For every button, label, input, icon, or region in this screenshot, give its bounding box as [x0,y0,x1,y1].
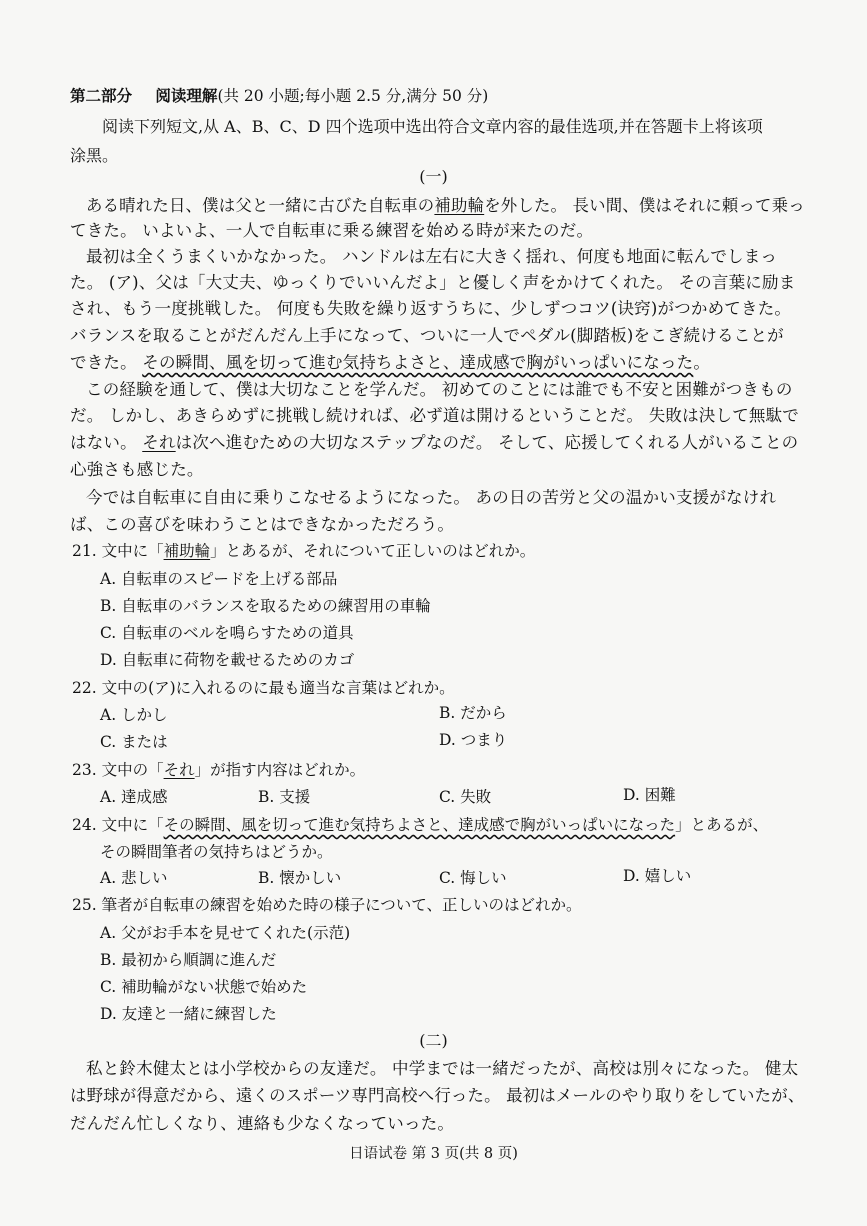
instructions-line-2: 涂黑。 [70,146,119,165]
option-24-b: B. 懐かしい [258,869,342,887]
option-23-d: D. 困難 [623,786,676,804]
text-run: 」とあるが、 [675,816,769,834]
text-run: はない。 [70,433,143,452]
text-run: を外した。 長い間、僕はそれに頼って乗っ [484,196,805,215]
passage-1-line: 最初は全くうまくいかなかった。 ハンドルは左右に大きく揺れ、何度も地面に転んでしまっ [86,247,778,266]
passage-1-line [70,429,798,453]
option-25-d: D. 友達と一緒に練習した [100,1005,277,1023]
passage-1-line: ば、この喜びを味わうことはできなかっただろう。 [70,515,455,534]
question-23 [72,758,365,780]
question-22: 22. 文中の(ア)に入れるのに最も適当な言葉はどれか。 [72,679,455,697]
question-24-line-2: その瞬間筆者の気持ちはどうか。 [100,843,333,861]
text-run: 23. 文中の「 [72,761,164,779]
text-run: は次へ進むための大切なステップなのだ。 そして、応援してくれる人がいることの [175,433,799,452]
option-21-c: C. 自転車のベルを鳴らすための道具 [100,624,354,642]
passage-2-line: だんだん忙しくなり、連絡も少なくなっていった。 [70,1114,455,1133]
option-22-c: C. または [100,733,168,751]
question-25: 25. 筆者が自転車の練習を始めた時の様子について、正しいのはどれか。 [72,896,582,914]
option-24-a: A. 悲しい [100,869,168,887]
underlined-term: それ [142,433,176,452]
option-25-a: A. 父がお手本を見せてくれた(示范) [100,924,351,942]
option-22-b: B. だから [439,704,507,722]
text-run: 21. 文中に「 [72,542,164,560]
passage-1-heading: (一) [419,167,448,186]
instructions-line-1: 阅读下列短文,从 A、B、C、D 四个选项中选出符合文章内容的最佳选项,并在答题卡上将该项 [102,117,763,136]
text-run: できた。 [70,353,143,372]
section-note: (共 20 小题;每小题 2.5 分,满分 50 分) [217,87,489,105]
option-23-b: B. 支援 [258,788,311,806]
section-title: 阅读理解 [155,86,218,105]
option-24-c: C. 悔しい [439,869,507,887]
option-24-d: D. 嬉しい [623,867,692,885]
page-footer: 日语试卷 第 3 页(共 8 页) [349,1146,518,1162]
passage-1-line: 今では自転車に自由に乗りこなせるようになった。 あの日の苦労と父の温かい支援がなけれ [86,488,777,507]
passage-1-line: バランスを取ることがだんだん上手になって、ついに一人でペダル(脚踏板)をこぎ続けることが [70,326,784,345]
option-23-a: A. 達成感 [100,788,168,806]
passage-1-line [70,349,710,373]
option-23-c: C. 失敗 [439,788,492,806]
underlined-term: 補助輪 [434,196,485,215]
option-21-b: B. 自転車のバランスを取るための練習用の車輪 [100,597,431,615]
question-21 [72,539,535,561]
option-21-d: D. 自転車に荷物を載せるためのカゴ [100,651,355,669]
text-run: 」とあるが、それについて正しいのはどれか。 [210,542,536,560]
text-run: 」が指す内容はどれか。 [194,761,366,779]
section-part: 第二部分 [70,86,133,105]
section-heading [70,84,488,106]
passage-2-heading: (二) [419,1031,448,1050]
passage-1-line: た。 (ア)、父は「大丈夫、ゆっくりでいいんだよ」と優しく声をかけてくれた。 その言葉に励ま [70,273,796,292]
passage-2-line: 私と鈴木健太とは小学校からの友達だ。 中学までは一緒だったが、高校は別々になった。 健太 [86,1059,799,1078]
passage-1-line: だ。 しかし、あきらめずに挑戦し続ければ、必ず道は開けるということだ。 失敗は決して無駄で [70,406,799,425]
text-run: 。 [693,353,711,372]
option-22-d: D. つまり [439,731,508,749]
passage-1-line: 心強さも感じた。 [70,460,204,479]
underlined-term: それ [163,761,195,779]
option-25-c: C. 補助輪がない状態で始めた [100,978,308,996]
option-22-a: A. しかし [100,706,168,724]
underlined-sentence: その瞬間、風を切って進む気持ちよさと、達成感で胸がいっぱいになった [142,353,694,372]
passage-1-line: され、もう一度挑戦した。 何度も失敗を繰り返すうちに、少しずつコツ(诀窍)がつかめてきた。 [70,299,792,318]
passage-1-line [86,192,805,216]
underlined-sentence: その瞬間、風を切って進む気持ちよさと、達成感で胸がいっぱいになった [163,816,676,834]
text-run: ある晴れた日、僕は父と一緒に古びた自転車の [86,196,435,215]
question-24 [72,813,768,835]
passage-1-line: この経験を通して、僕は大切なことを学んだ。 初めてのことには誰でも不安と困難がつきもの [86,380,793,399]
text-run: 24. 文中に「 [72,816,164,834]
underlined-term: 補助輪 [163,542,211,560]
passage-1-line: てきた。 いよいよ、一人で自転車に乗る練習を始める時が来たのだ。 [70,221,594,240]
passage-2-line: は野球が得意だから、遠くのスポーツ専門高校へ行った。 最初はメールのやり取りをしていたが、 [70,1086,805,1105]
option-25-b: B. 最初から順調に進んだ [100,951,277,969]
option-21-a: A. 自転車のスピードを上げる部品 [100,570,338,588]
